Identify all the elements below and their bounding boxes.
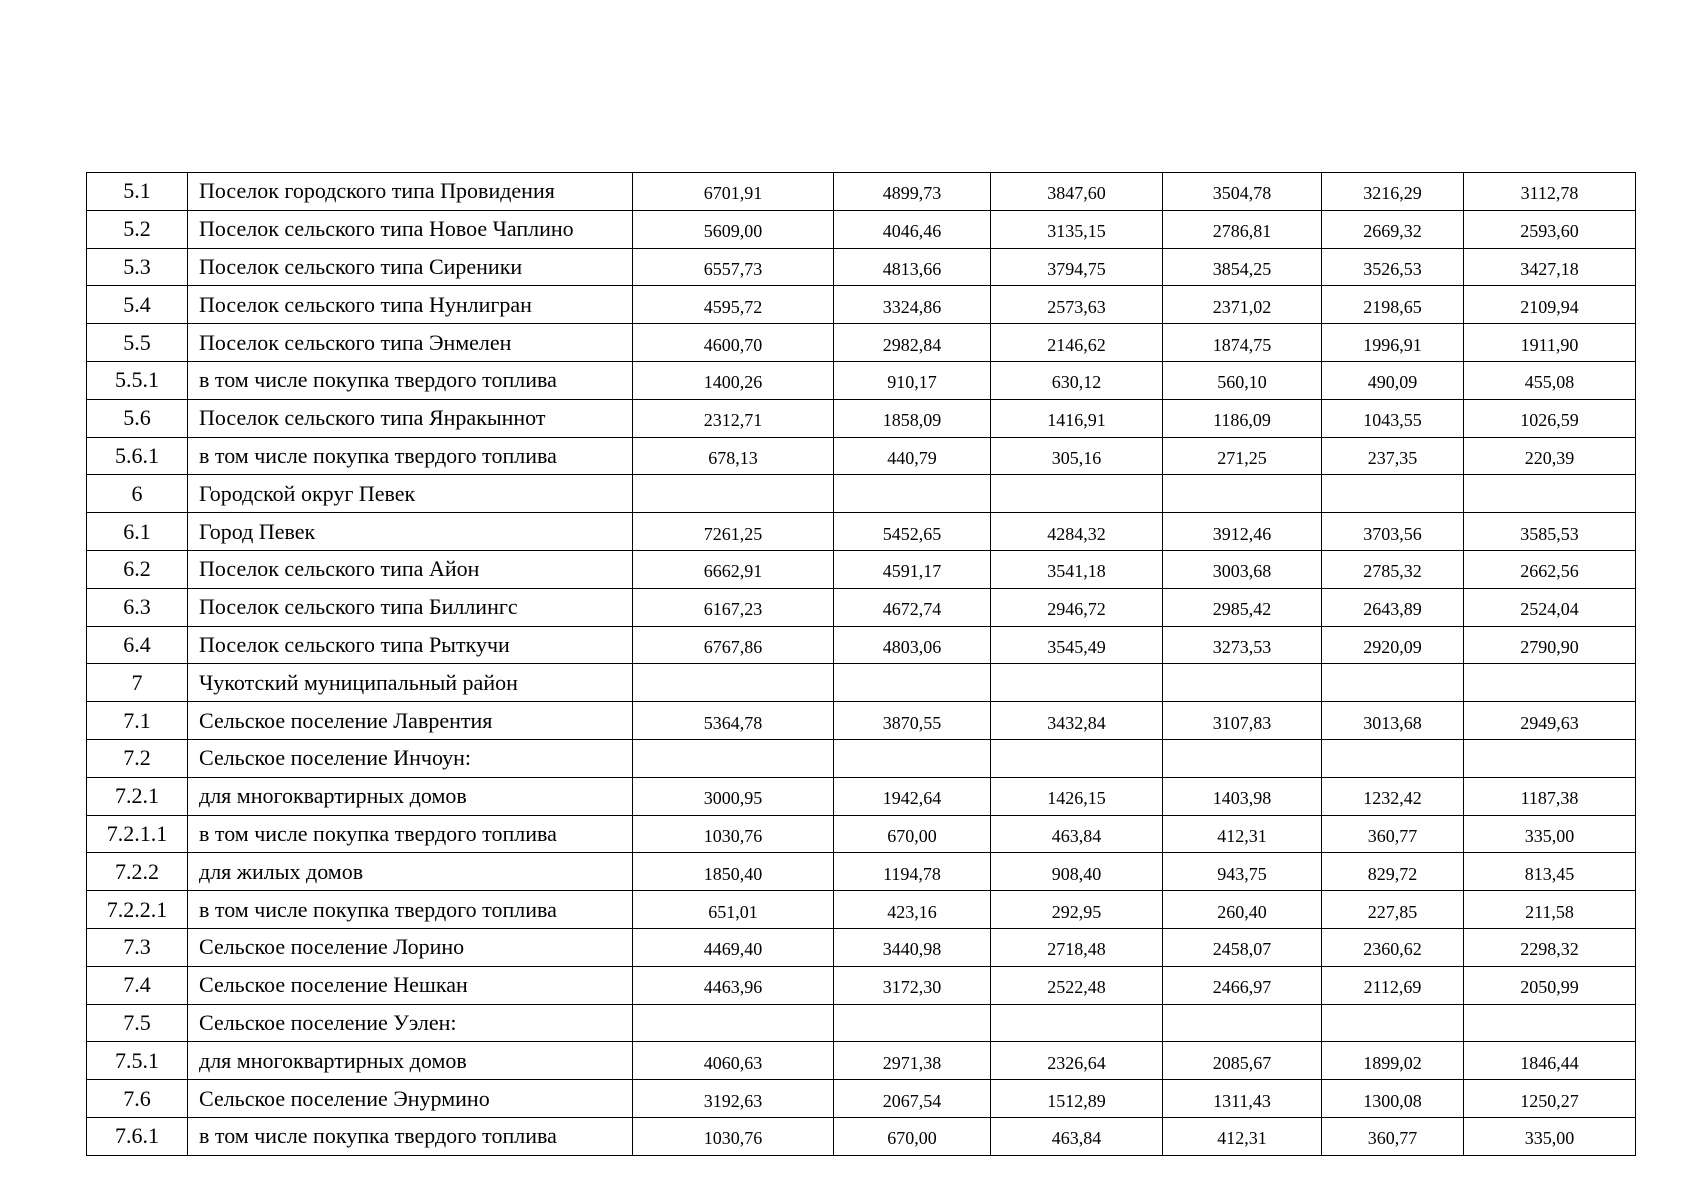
value-cell: 1996,91 (1322, 324, 1464, 362)
value-cell: 2522,48 (991, 966, 1163, 1004)
value-cell: 3703,56 (1322, 513, 1464, 551)
value-cell (633, 739, 834, 777)
table-row (87, 815, 1636, 853)
value-cell: 651,01 (633, 891, 834, 929)
value-cell: 1194,78 (834, 853, 991, 891)
row-number: 5.5 (87, 324, 188, 362)
value-cell: 560,10 (1163, 361, 1322, 399)
value-cell: 3870,55 (834, 702, 991, 740)
value-cell (834, 1004, 991, 1042)
value-cell: 2312,71 (633, 399, 834, 437)
value-cell: 910,17 (834, 361, 991, 399)
value-cell: 3432,84 (991, 702, 1163, 740)
table-row (87, 1117, 1636, 1155)
row-name: Сельское поселение Лорино (188, 928, 633, 966)
value-cell: 227,85 (1322, 891, 1464, 929)
value-cell: 3273,53 (1163, 626, 1322, 664)
table-row (87, 664, 1636, 702)
value-cell: 463,84 (991, 1117, 1163, 1155)
value-cell: 305,16 (991, 437, 1163, 475)
table-row (87, 1004, 1636, 1042)
row-name: Поселок сельского типа Биллингс (188, 588, 633, 626)
value-cell: 4813,66 (834, 248, 991, 286)
value-cell: 335,00 (1464, 1117, 1636, 1155)
value-cell: 3216,29 (1322, 173, 1464, 211)
value-cell: 5609,00 (633, 210, 834, 248)
row-name: в том числе покупка твердого топлива (188, 1117, 633, 1155)
value-cell: 3526,53 (1322, 248, 1464, 286)
row-name: Поселок городского типа Провидения (188, 173, 633, 211)
value-cell: 2109,94 (1464, 286, 1636, 324)
value-cell: 3000,95 (633, 777, 834, 815)
value-cell: 440,79 (834, 437, 991, 475)
value-cell: 2785,32 (1322, 550, 1464, 588)
value-cell: 3541,18 (991, 550, 1163, 588)
value-cell: 3545,49 (991, 626, 1163, 664)
table-row (87, 399, 1636, 437)
value-cell: 1030,76 (633, 815, 834, 853)
value-cell (1163, 475, 1322, 513)
value-cell: 1250,27 (1464, 1080, 1636, 1118)
value-cell: 360,77 (1322, 815, 1464, 853)
value-cell: 1426,15 (991, 777, 1163, 815)
table-row (87, 702, 1636, 740)
value-cell: 4899,73 (834, 173, 991, 211)
value-cell (1322, 1004, 1464, 1042)
value-cell: 1942,64 (834, 777, 991, 815)
row-number: 7.4 (87, 966, 188, 1004)
row-name: Сельское поселение Лаврентия (188, 702, 633, 740)
value-cell: 7261,25 (633, 513, 834, 551)
row-name: Поселок сельского типа Айон (188, 550, 633, 588)
row-number: 7.6 (87, 1080, 188, 1118)
value-cell: 3192,63 (633, 1080, 834, 1118)
value-cell: 2982,84 (834, 324, 991, 362)
row-name: в том числе покупка твердого топлива (188, 815, 633, 853)
table-row (87, 361, 1636, 399)
value-cell: 1232,42 (1322, 777, 1464, 815)
row-name: в том числе покупка твердого топлива (188, 361, 633, 399)
row-name: Чукотский муниципальный район (188, 664, 633, 702)
value-cell (1464, 739, 1636, 777)
value-cell: 292,95 (991, 891, 1163, 929)
value-cell: 4060,63 (633, 1042, 834, 1080)
table-row (87, 739, 1636, 777)
value-cell: 2085,67 (1163, 1042, 1322, 1080)
value-cell: 2790,90 (1464, 626, 1636, 664)
table-row (87, 588, 1636, 626)
value-cell: 4284,32 (991, 513, 1163, 551)
value-cell: 2786,81 (1163, 210, 1322, 248)
table-row (87, 966, 1636, 1004)
value-cell: 6167,23 (633, 588, 834, 626)
value-cell: 3135,15 (991, 210, 1163, 248)
row-name: Поселок сельского типа Сиреники (188, 248, 633, 286)
value-cell: 2067,54 (834, 1080, 991, 1118)
value-cell: 2718,48 (991, 928, 1163, 966)
value-cell: 1403,98 (1163, 777, 1322, 815)
value-cell: 412,31 (1163, 815, 1322, 853)
value-cell: 3847,60 (991, 173, 1163, 211)
row-name: Сельское поселение Энурмино (188, 1080, 633, 1118)
value-cell: 1858,09 (834, 399, 991, 437)
row-name: для многоквартирных домов (188, 777, 633, 815)
value-cell (1464, 475, 1636, 513)
table-row (87, 173, 1636, 211)
row-name: Поселок сельского типа Янракыннот (188, 399, 633, 437)
value-cell: 1911,90 (1464, 324, 1636, 362)
value-cell: 908,40 (991, 853, 1163, 891)
value-cell: 2326,64 (991, 1042, 1163, 1080)
table-row (87, 891, 1636, 929)
row-number: 6.3 (87, 588, 188, 626)
table-row (87, 1042, 1636, 1080)
value-cell: 271,25 (1163, 437, 1322, 475)
value-cell: 2371,02 (1163, 286, 1322, 324)
table-row (87, 437, 1636, 475)
value-cell: 1899,02 (1322, 1042, 1464, 1080)
value-cell: 3854,25 (1163, 248, 1322, 286)
row-name: Сельское поселение Нешкан (188, 966, 633, 1004)
value-cell: 2669,32 (1322, 210, 1464, 248)
value-cell: 2524,04 (1464, 588, 1636, 626)
value-cell: 4046,46 (834, 210, 991, 248)
value-cell (991, 664, 1163, 702)
data-table (86, 172, 1636, 1156)
value-cell: 2573,63 (991, 286, 1163, 324)
row-number: 7 (87, 664, 188, 702)
row-name: Поселок сельского типа Нунлигран (188, 286, 633, 324)
value-cell (1464, 664, 1636, 702)
value-cell: 3427,18 (1464, 248, 1636, 286)
value-cell (1163, 739, 1322, 777)
value-cell: 2949,63 (1464, 702, 1636, 740)
value-cell: 4469,40 (633, 928, 834, 966)
value-cell: 1416,91 (991, 399, 1163, 437)
value-cell (1464, 1004, 1636, 1042)
row-number: 7.2.1 (87, 777, 188, 815)
value-cell: 2112,69 (1322, 966, 1464, 1004)
value-cell (1163, 664, 1322, 702)
row-number: 7.6.1 (87, 1117, 188, 1155)
row-number: 6.1 (87, 513, 188, 551)
value-cell: 412,31 (1163, 1117, 1322, 1155)
value-cell: 2643,89 (1322, 588, 1464, 626)
row-number: 5.1 (87, 173, 188, 211)
value-cell: 670,00 (834, 1117, 991, 1155)
row-number: 7.3 (87, 928, 188, 966)
value-cell (1163, 1004, 1322, 1042)
row-name: Поселок сельского типа Рыткучи (188, 626, 633, 664)
row-number: 5.6.1 (87, 437, 188, 475)
table-row (87, 550, 1636, 588)
value-cell: 1043,55 (1322, 399, 1464, 437)
value-cell: 630,12 (991, 361, 1163, 399)
value-cell: 455,08 (1464, 361, 1636, 399)
row-name: Городской округ Певек (188, 475, 633, 513)
value-cell: 670,00 (834, 815, 991, 853)
value-cell (1322, 739, 1464, 777)
table-row (87, 626, 1636, 664)
value-cell: 490,09 (1322, 361, 1464, 399)
value-cell: 3107,83 (1163, 702, 1322, 740)
value-cell: 211,58 (1464, 891, 1636, 929)
value-cell (1322, 664, 1464, 702)
row-number: 5.5.1 (87, 361, 188, 399)
row-number: 5.2 (87, 210, 188, 248)
row-number: 7.2.1.1 (87, 815, 188, 853)
value-cell: 3324,86 (834, 286, 991, 324)
value-cell: 3172,30 (834, 966, 991, 1004)
value-cell: 1850,40 (633, 853, 834, 891)
table-row (87, 475, 1636, 513)
value-cell: 220,39 (1464, 437, 1636, 475)
row-number: 7.5.1 (87, 1042, 188, 1080)
table-row (87, 513, 1636, 551)
row-number: 6.2 (87, 550, 188, 588)
value-cell (834, 475, 991, 513)
row-name: Сельское поселение Инчоун: (188, 739, 633, 777)
value-cell (834, 664, 991, 702)
row-number: 5.3 (87, 248, 188, 286)
value-cell (1322, 475, 1464, 513)
row-number: 7.2.2 (87, 853, 188, 891)
value-cell: 4591,17 (834, 550, 991, 588)
value-cell: 1311,43 (1163, 1080, 1322, 1118)
row-name: для жилых домов (188, 853, 633, 891)
value-cell: 2466,97 (1163, 966, 1322, 1004)
value-cell: 2360,62 (1322, 928, 1464, 966)
value-cell: 3794,75 (991, 248, 1163, 286)
row-number: 7.2.2.1 (87, 891, 188, 929)
value-cell: 360,77 (1322, 1117, 1464, 1155)
value-cell: 3912,46 (1163, 513, 1322, 551)
table-row (87, 248, 1636, 286)
value-cell: 3440,98 (834, 928, 991, 966)
value-cell: 3013,68 (1322, 702, 1464, 740)
value-cell: 1846,44 (1464, 1042, 1636, 1080)
value-cell: 3585,53 (1464, 513, 1636, 551)
value-cell: 260,40 (1163, 891, 1322, 929)
value-cell: 1874,75 (1163, 324, 1322, 362)
value-cell: 3504,78 (1163, 173, 1322, 211)
value-cell: 335,00 (1464, 815, 1636, 853)
value-cell: 1186,09 (1163, 399, 1322, 437)
table-row (87, 1080, 1636, 1118)
value-cell: 2985,42 (1163, 588, 1322, 626)
value-cell: 3112,78 (1464, 173, 1636, 211)
value-cell: 423,16 (834, 891, 991, 929)
value-cell: 4595,72 (633, 286, 834, 324)
table-body (87, 173, 1636, 1156)
row-number: 6.4 (87, 626, 188, 664)
table-row (87, 210, 1636, 248)
value-cell: 6767,86 (633, 626, 834, 664)
row-name: в том числе покупка твердого топлива (188, 437, 633, 475)
table-row (87, 928, 1636, 966)
value-cell: 463,84 (991, 815, 1163, 853)
value-cell: 2458,07 (1163, 928, 1322, 966)
value-cell: 3003,68 (1163, 550, 1322, 588)
value-cell: 943,75 (1163, 853, 1322, 891)
row-name: Город Певек (188, 513, 633, 551)
row-number: 6 (87, 475, 188, 513)
table-row (87, 777, 1636, 815)
table-row (87, 286, 1636, 324)
value-cell: 2920,09 (1322, 626, 1464, 664)
value-cell: 1030,76 (633, 1117, 834, 1155)
value-cell: 237,35 (1322, 437, 1464, 475)
row-name: в том числе покупка твердого топлива (188, 891, 633, 929)
value-cell: 2298,32 (1464, 928, 1636, 966)
row-number: 7.1 (87, 702, 188, 740)
row-number: 7.5 (87, 1004, 188, 1042)
value-cell: 2971,38 (834, 1042, 991, 1080)
value-cell: 6662,91 (633, 550, 834, 588)
value-cell: 4672,74 (834, 588, 991, 626)
value-cell (991, 739, 1163, 777)
value-cell: 2050,99 (1464, 966, 1636, 1004)
value-cell: 678,13 (633, 437, 834, 475)
value-cell: 1512,89 (991, 1080, 1163, 1118)
value-cell (633, 1004, 834, 1042)
value-cell: 1400,26 (633, 361, 834, 399)
row-name: Поселок сельского типа Энмелен (188, 324, 633, 362)
value-cell: 2946,72 (991, 588, 1163, 626)
value-cell: 5452,65 (834, 513, 991, 551)
value-cell (991, 1004, 1163, 1042)
value-cell: 2146,62 (991, 324, 1163, 362)
value-cell: 4463,96 (633, 966, 834, 1004)
value-cell: 5364,78 (633, 702, 834, 740)
value-cell: 2593,60 (1464, 210, 1636, 248)
value-cell: 6701,91 (633, 173, 834, 211)
value-cell: 2662,56 (1464, 550, 1636, 588)
value-cell: 1300,08 (1322, 1080, 1464, 1118)
row-number: 7.2 (87, 739, 188, 777)
value-cell: 829,72 (1322, 853, 1464, 891)
value-cell: 4600,70 (633, 324, 834, 362)
row-name: для многоквартирных домов (188, 1042, 633, 1080)
value-cell (991, 475, 1163, 513)
row-name: Поселок сельского типа Новое Чаплино (188, 210, 633, 248)
row-number: 5.4 (87, 286, 188, 324)
value-cell (834, 739, 991, 777)
value-cell (633, 664, 834, 702)
row-number: 5.6 (87, 399, 188, 437)
table-row (87, 853, 1636, 891)
value-cell (633, 475, 834, 513)
value-cell: 2198,65 (1322, 286, 1464, 324)
table-row (87, 324, 1636, 362)
value-cell: 1187,38 (1464, 777, 1636, 815)
value-cell: 6557,73 (633, 248, 834, 286)
value-cell: 813,45 (1464, 853, 1636, 891)
row-name: Сельское поселение Уэлен: (188, 1004, 633, 1042)
value-cell: 1026,59 (1464, 399, 1636, 437)
value-cell: 4803,06 (834, 626, 991, 664)
